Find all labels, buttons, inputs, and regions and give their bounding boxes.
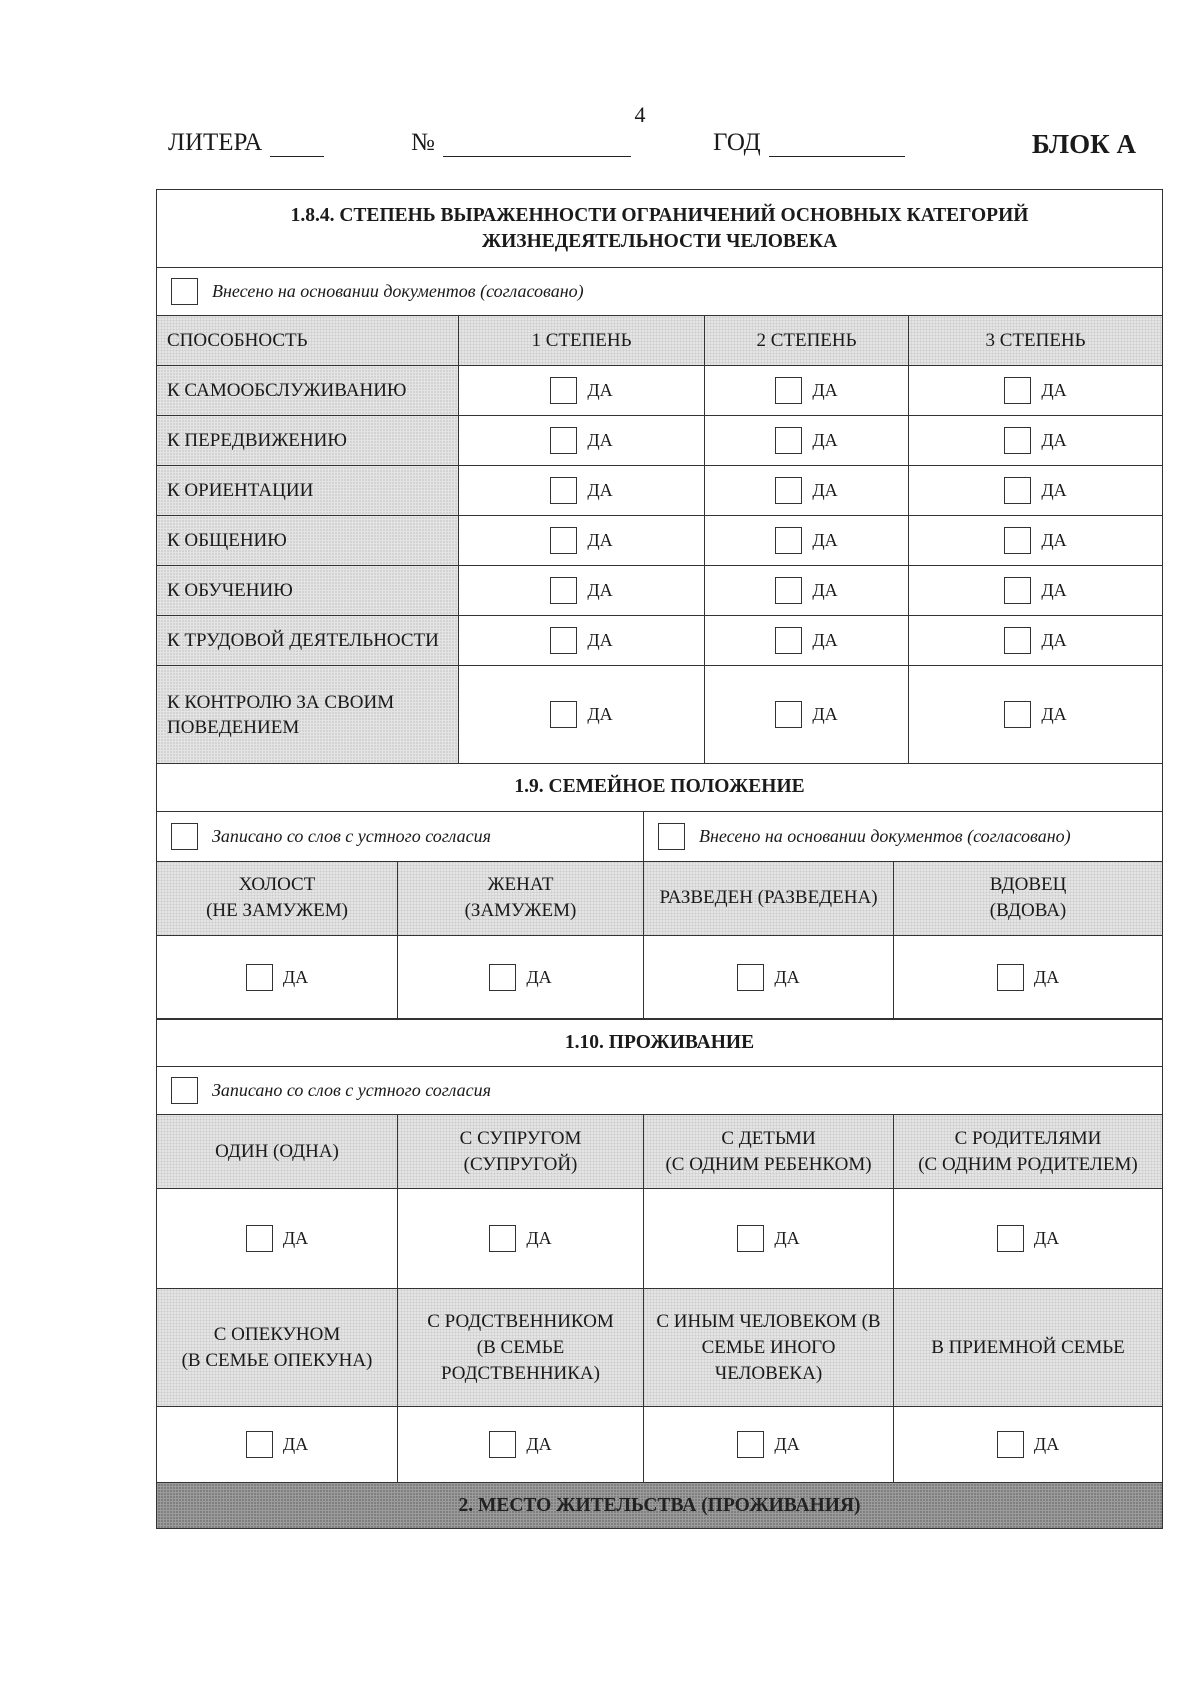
yes-checkbox[interactable] — [1004, 477, 1031, 504]
residence-option: ДА — [157, 1189, 398, 1289]
table-row — [157, 935, 1163, 1019]
yes-checkbox[interactable] — [775, 627, 802, 654]
year-label: ГОД — [713, 129, 761, 156]
ability-label: К ПЕРЕДВИЖЕНИЮ — [157, 416, 459, 466]
litera-input-line[interactable] — [270, 134, 324, 157]
ability-label: К КОНТРОЛЮ ЗА СВОИМ ПОВЕДЕНИЕМ — [157, 666, 459, 764]
residence-option-header: С РОДСТВЕННИКОМ (В СЕМЬЕ РОДСТВЕННИКА) — [398, 1289, 644, 1407]
section-184-table — [156, 189, 1163, 764]
residence-option: ДА — [644, 1407, 894, 1483]
yes-checkbox[interactable] — [246, 1431, 273, 1458]
table-row — [157, 666, 1163, 764]
degree-1-option: ДА — [459, 516, 705, 566]
degree-2-header: 2 СТЕПЕНЬ — [705, 316, 909, 366]
section-19-note-right: Внесено на основании документов (согласовано) — [644, 811, 1163, 861]
residence-option: ДА — [157, 1407, 398, 1483]
ability-label: К САМООБСЛУЖИВАНИЮ — [157, 366, 459, 416]
number-input-line[interactable] — [443, 134, 631, 157]
yes-checkbox[interactable] — [550, 527, 577, 554]
marital-option-header: ЖЕНАТ (ЗАМУЖЕМ) — [398, 861, 644, 935]
residence-option: ДА — [398, 1407, 644, 1483]
table-row — [157, 616, 1163, 666]
yes-checkbox[interactable] — [1004, 427, 1031, 454]
residence-option-header: С ИНЫМ ЧЕЛОВЕКОМ (В СЕМЬЕ ИНОГО ЧЕЛОВЕКА) — [644, 1289, 894, 1407]
residence-option: ДА — [894, 1407, 1163, 1483]
oral-consent-checkbox[interactable] — [171, 823, 198, 850]
yes-checkbox[interactable] — [1004, 577, 1031, 604]
yes-checkbox[interactable] — [550, 627, 577, 654]
section-110-note: Записано со слов с устного согласия — [157, 1067, 1163, 1115]
yes-checkbox[interactable] — [737, 1225, 764, 1252]
table-row — [157, 366, 1163, 416]
marital-option: ДА — [157, 935, 398, 1019]
year-input-line[interactable] — [769, 134, 905, 157]
degree-2-option: ДА — [705, 416, 909, 466]
litera-label: ЛИТЕРА — [168, 129, 263, 156]
form-header — [168, 125, 1136, 165]
residence-option: ДА — [644, 1189, 894, 1289]
degree-2-option: ДА — [705, 616, 909, 666]
year-field — [713, 129, 905, 157]
section-184-note: Внесено на основании документов (согласовано) — [157, 268, 1163, 316]
residence-option-header: С СУПРУГОМ (СУПРУГОЙ) — [398, 1115, 644, 1189]
yes-checkbox[interactable] — [775, 477, 802, 504]
marital-option-header: ХОЛОСТ (НЕ ЗАМУЖЕМ) — [157, 861, 398, 935]
yes-checkbox[interactable] — [775, 377, 802, 404]
degree-1-option: ДА — [459, 566, 705, 616]
yes-checkbox[interactable] — [997, 1225, 1024, 1252]
degree-1-option: ДА — [459, 366, 705, 416]
marital-option: ДА — [644, 935, 894, 1019]
degree-2-option: ДА — [705, 366, 909, 416]
documents-checkbox[interactable] — [658, 823, 685, 850]
number-field — [411, 129, 631, 157]
yes-checkbox[interactable] — [775, 427, 802, 454]
yes-checkbox[interactable] — [737, 1431, 764, 1458]
table-row — [157, 1189, 1163, 1289]
yes-checkbox[interactable] — [489, 964, 516, 991]
yes-checkbox[interactable] — [550, 477, 577, 504]
yes-checkbox[interactable] — [997, 964, 1024, 991]
yes-checkbox[interactable] — [1004, 527, 1031, 554]
residence-option-header: С РОДИТЕЛЯМИ (С ОДНИМ РОДИТЕЛЕМ) — [894, 1115, 1163, 1189]
yes-checkbox[interactable] — [1004, 701, 1031, 728]
yes-checkbox[interactable] — [775, 701, 802, 728]
residence-option: ДА — [398, 1189, 644, 1289]
table-row — [157, 466, 1163, 516]
degree-2-option: ДА — [705, 666, 909, 764]
yes-checkbox[interactable] — [246, 1225, 273, 1252]
degree-3-option: ДА — [909, 416, 1163, 466]
yes-checkbox[interactable] — [550, 577, 577, 604]
marital-option-header: ВДОВЕЦ (ВДОВА) — [894, 861, 1163, 935]
yes-checkbox[interactable] — [246, 964, 273, 991]
degree-2-option: ДА — [705, 566, 909, 616]
oral-consent-checkbox[interactable] — [171, 1077, 198, 1104]
form-body — [156, 189, 1162, 1529]
section-19-table — [156, 763, 1163, 1020]
section-110-table — [156, 1018, 1163, 1529]
degree-1-option: ДА — [459, 416, 705, 466]
ability-column-header: СПОСОБНОСТЬ — [157, 316, 459, 366]
degree-2-option: ДА — [705, 516, 909, 566]
degree-3-option: ДА — [909, 466, 1163, 516]
yes-checkbox[interactable] — [1004, 627, 1031, 654]
yes-checkbox[interactable] — [550, 427, 577, 454]
degree-1-option: ДА — [459, 616, 705, 666]
section-184-title: 1.8.4. СТЕПЕНЬ ВЫРАЖЕННОСТИ ОГРАНИЧЕНИЙ ОСНОВНЫХ КАТЕГОРИЙ ЖИЗНЕДЕЯТЕЛЬНОСТИ ЧЕЛОВЕКА — [157, 190, 1163, 268]
table-row — [157, 516, 1163, 566]
block-label: БЛОК А — [1031, 129, 1136, 159]
yes-checkbox[interactable] — [775, 527, 802, 554]
degree-3-option: ДА — [909, 366, 1163, 416]
residence-option-header: С ОПЕКУНОМ (В СЕМЬЕ ОПЕКУНА) — [157, 1289, 398, 1407]
section-19-note-left: Записано со слов с устного согласия — [157, 811, 644, 861]
ability-label: К ОРИЕНТАЦИИ — [157, 466, 459, 516]
table-row — [157, 1407, 1163, 1483]
degree-3-option: ДА — [909, 616, 1163, 666]
ability-label: К ОБУЧЕНИЮ — [157, 566, 459, 616]
section-110-title: 1.10. ПРОЖИВАНИЕ — [157, 1019, 1163, 1067]
yes-checkbox[interactable] — [997, 1431, 1024, 1458]
litera-field — [168, 129, 324, 157]
yes-checkbox[interactable] — [737, 964, 764, 991]
degree-1-option: ДА — [459, 466, 705, 516]
degree-1-header: 1 СТЕПЕНЬ — [459, 316, 705, 366]
residence-option-header: ОДИН (ОДНА) — [157, 1115, 398, 1189]
degree-1-option: ДА — [459, 666, 705, 764]
yes-checkbox[interactable] — [489, 1431, 516, 1458]
yes-checkbox[interactable] — [550, 377, 577, 404]
degree-3-option: ДА — [909, 566, 1163, 616]
degree-3-option: ДА — [909, 516, 1163, 566]
degree-3-option: ДА — [909, 666, 1163, 764]
marital-option-header: РАЗВЕДЕН (РАЗВЕДЕНА) — [644, 861, 894, 935]
residence-option-header: С ДЕТЬМИ (С ОДНИМ РЕБЕНКОМ) — [644, 1115, 894, 1189]
table-row — [157, 416, 1163, 466]
yes-checkbox[interactable] — [489, 1225, 516, 1252]
documents-checkbox[interactable] — [171, 278, 198, 305]
yes-checkbox[interactable] — [1004, 377, 1031, 404]
residence-option-header: В ПРИЕМНОЙ СЕМЬЕ — [894, 1289, 1163, 1407]
residence-option: ДА — [894, 1189, 1163, 1289]
section-19-title: 1.9. СЕМЕЙНОЕ ПОЛОЖЕНИЕ — [157, 763, 1163, 811]
yes-checkbox[interactable] — [550, 701, 577, 728]
marital-option: ДА — [894, 935, 1163, 1019]
page-number: 4 — [634, 102, 646, 127]
ability-label: К ТРУДОВОЙ ДЕЯТЕЛЬНОСТИ — [157, 616, 459, 666]
table-row — [157, 566, 1163, 616]
yes-checkbox[interactable] — [775, 577, 802, 604]
marital-option: ДА — [398, 935, 644, 1019]
number-label: № — [411, 129, 435, 156]
degree-2-option: ДА — [705, 466, 909, 516]
section-2-title: 2. МЕСТО ЖИТЕЛЬСТВА (ПРОЖИВАНИЯ) — [157, 1483, 1163, 1529]
degree-3-header: 3 СТЕПЕНЬ — [909, 316, 1163, 366]
ability-label: К ОБЩЕНИЮ — [157, 516, 459, 566]
